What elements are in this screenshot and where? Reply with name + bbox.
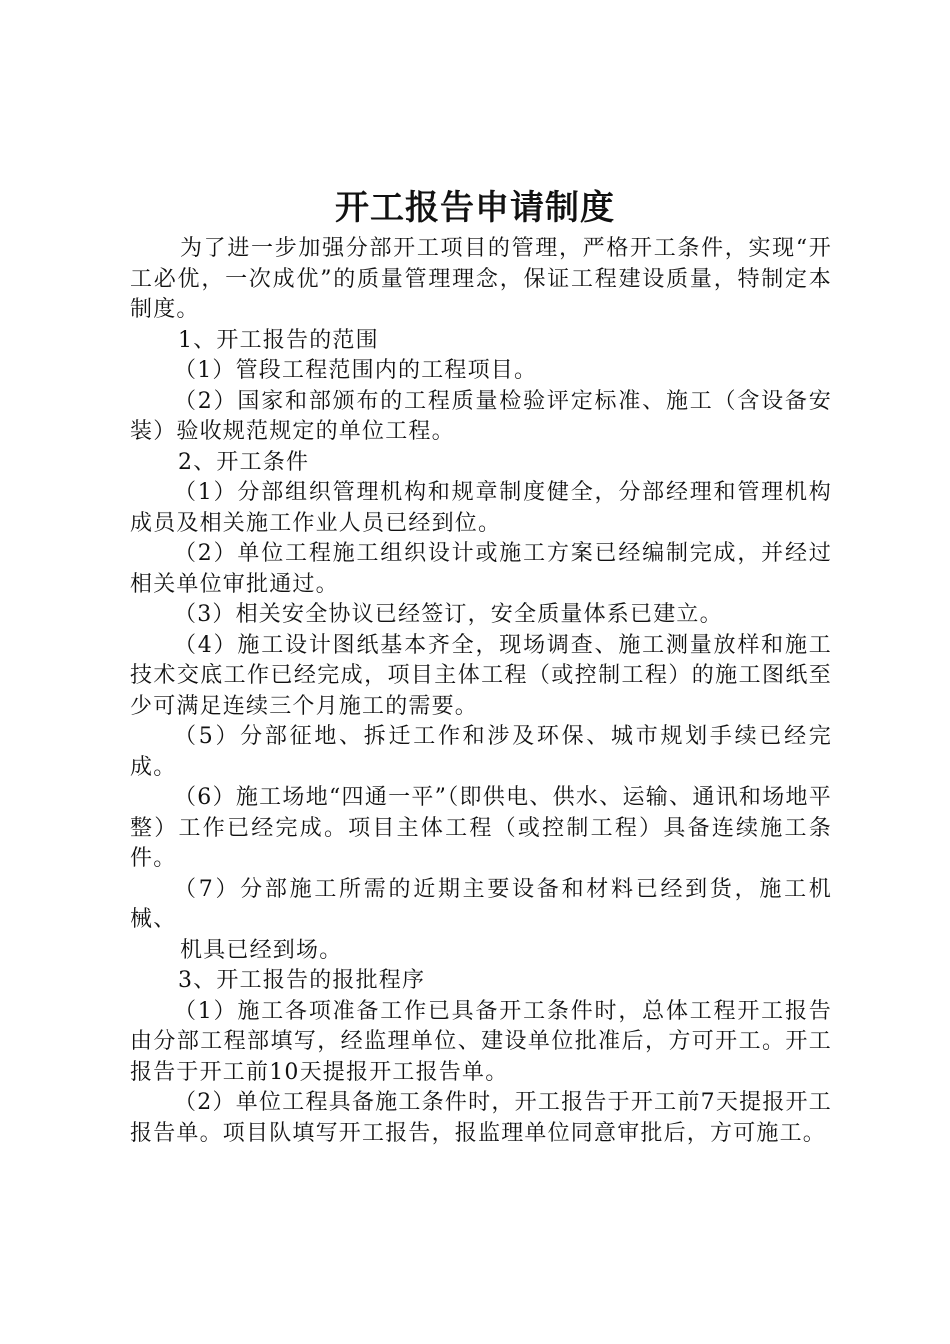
list-item: （1）施工各项准备工作已具备开工条件时，总体工程开工报告由分部工程部填写，经监理单位、建设单位批准后，方可开工。开工报告于开工前10天提报开工报告单。 bbox=[130, 998, 832, 1085]
list-item-continuation: 机具已经到场。 bbox=[180, 937, 343, 963]
list-item: （2）单位工程具备施工条件时，开工报告于开工前7天提报开工报告单。项目队填写开工报告，报监理单位同意审批后，方可施工。 bbox=[130, 1090, 832, 1146]
list-item: （5）分部征地、拆迁工作和涉及环保、城市规划手续已经完成。 bbox=[130, 724, 832, 780]
section-heading: 2、开工条件 bbox=[178, 449, 310, 475]
document-body bbox=[130, 234, 832, 1149]
list-item: （7）分部施工所需的近期主要设备和材料已经到货，施工机械、 bbox=[130, 876, 832, 932]
section-heading: 1、开工报告的范围 bbox=[178, 327, 379, 353]
section-heading: 3、开工报告的报批程序 bbox=[178, 968, 426, 993]
list-item: （1）分部组织管理机构和规章制度健全，分部经理和管理机构成员及相关施工作业人员已经到位。 bbox=[130, 480, 832, 536]
list-item: （3）相关安全协议已经签订，安全质量体系已建立。 bbox=[174, 602, 723, 627]
list-item: （2）单位工程施工组织设计或施工方案已经编制完成，并经过相关单位审批通过。 bbox=[130, 541, 832, 597]
list-item: （4）施工设计图纸基本齐全，现场调查、施工测量放样和施工技术交底工作已经完成，项目主体工程（或控制工程）的施工图纸至少可满足连续三个月施工的需要。 bbox=[130, 632, 832, 719]
intro-paragraph: 为了进一步加强分部开工项目的管理，严格开工条件，实现“开工必优，一次成优”的质量管理理念，保证工程建设质量，特制定本制度。 bbox=[130, 236, 832, 322]
document-title: 开工报告申请制度 bbox=[335, 188, 615, 228]
list-item: （6）施工场地“四通一平”（即供电、供水、运输、通讯和场地平整）工作已经完成。项目主体工程（或控制工程）具备连续施工条件。 bbox=[130, 785, 832, 871]
list-item: （2）国家和部颁布的工程质量检验评定标准、施工（含设备安装）验收规范规定的单位工程。 bbox=[130, 388, 832, 444]
list-item: （1）管段工程范围内的工程项目。 bbox=[174, 358, 538, 383]
